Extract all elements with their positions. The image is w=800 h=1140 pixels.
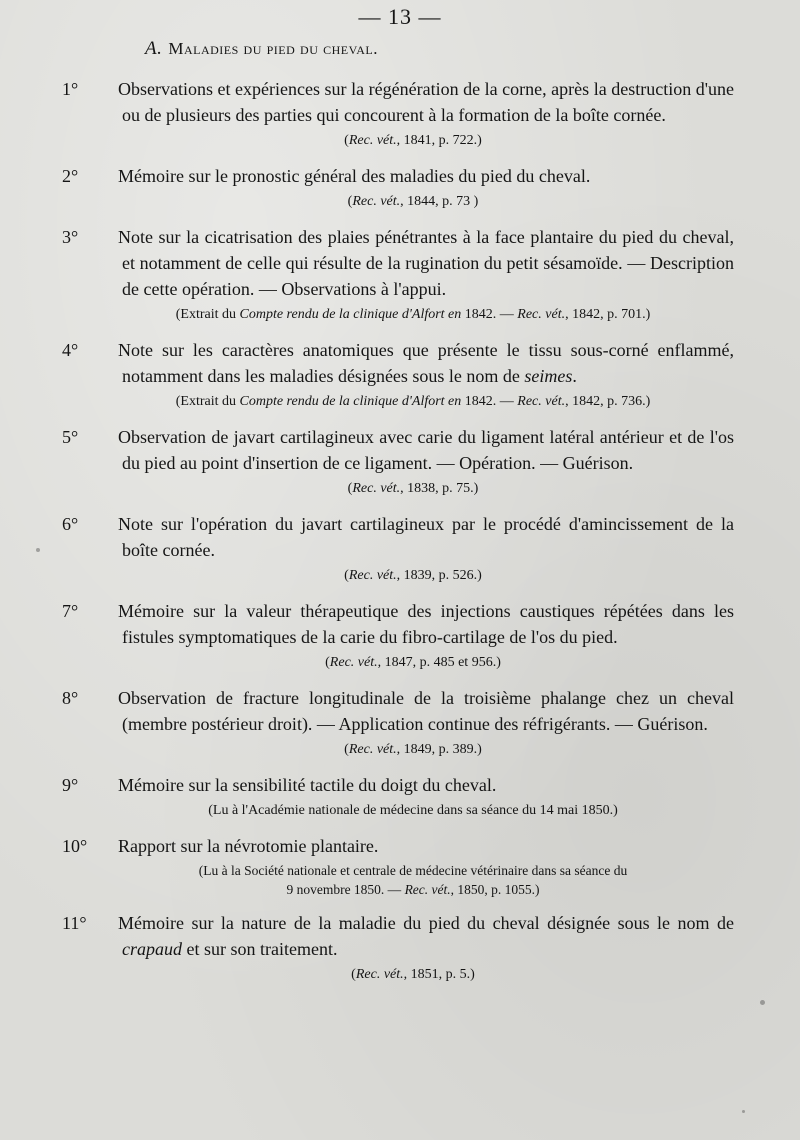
entry-body: Observations et expériences sur la régénération de la corne, après la destruction d'une ou de plusieurs des parties qui concourent à la formation de la boîte cornée.: [118, 79, 734, 125]
section-title: Maladies du pied du cheval.: [168, 39, 378, 58]
ref-detail: , 1841, p. 722.): [396, 133, 482, 148]
paper-speck: [742, 1110, 745, 1113]
entry-number: 1°: [62, 79, 79, 99]
ref-open: (: [344, 133, 349, 148]
paper-speck: [36, 548, 40, 552]
entry-reference: [92, 130, 734, 152]
entry-reference: [92, 304, 734, 326]
section-letter: A.: [145, 38, 163, 59]
entry-reference: [92, 191, 734, 213]
ref-detail: , 1847, p. 485 et 956.): [377, 655, 501, 670]
entry-reference: [92, 652, 734, 674]
entry-text: [62, 424, 734, 476]
entry-number: 7°: [62, 601, 79, 621]
page-number: — 13 —: [358, 4, 442, 29]
ref-mid: 1842. —: [461, 307, 518, 322]
entry-body: Mémoire sur la sensibilité tactile du doigt du cheval.: [118, 775, 497, 795]
entry-body: Mémoire sur la nature de la maladie du pied du cheval désignée sous le nom de: [118, 913, 734, 933]
entry-text: [62, 598, 734, 650]
ref-source: Rec. vét.: [517, 394, 566, 409]
ref-open: (: [347, 481, 353, 496]
entry-reference: (Lu à l'Académie nationale de médecine dans sa séance du 14 mai 1850.): [208, 803, 618, 818]
entry-number: 2°: [62, 166, 79, 186]
ref-open: (Extrait du: [175, 307, 240, 322]
entry-text: [62, 76, 734, 128]
ref-detail: , 1844, p. 73 ): [400, 194, 479, 209]
ref-source: Compte rendu de la clinique d'Alfort en: [239, 307, 462, 322]
entry-reference: [92, 478, 734, 500]
entry-number: 5°: [62, 427, 79, 447]
entry-8: [62, 685, 734, 761]
ref-source: Rec. vét.: [352, 481, 401, 496]
ref-detail: , 1851, p. 5.): [403, 967, 475, 982]
ref-source: Rec. vét.: [348, 568, 397, 583]
entry-text: [62, 772, 734, 798]
ref-open: (Extrait du: [175, 394, 240, 409]
ref-source: Rec. vét.: [348, 742, 397, 757]
entry-text: [62, 833, 734, 859]
ref-source: Rec. vét.: [329, 655, 378, 670]
ref-line-1: (Lu à la Société nationale et centrale de médecine vétérinaire dans sa séance du: [198, 863, 628, 878]
ref-detail: , 1850, p. 1055.): [450, 882, 540, 897]
entry-1: [62, 76, 734, 152]
entry-body: Note sur l'opération du javart cartilagineux par le procédé d'amincissement de la boîte cornée.: [118, 514, 734, 560]
entry-3: [62, 224, 734, 326]
section-heading: [145, 38, 378, 60]
entry-6: [62, 511, 734, 587]
ref-open: (: [351, 967, 356, 982]
ref-source: Rec. vét.: [348, 133, 397, 148]
ref-open: (: [347, 194, 353, 209]
entry-body: Observation de javart cartilagineux avec carie du ligament latéral antérieur et de l'os du pied au point d'insertion de ce ligament. — Opération. — Guérison.: [118, 427, 734, 473]
entry-body: Mémoire sur la valeur thérapeutique des injections caustiques répétées dans les fistules symptomatiques de la carie du fibro-cartilage de l'os du pied.: [118, 601, 734, 647]
entry-reference: [92, 565, 734, 587]
ref-open: 9 novembre 1850. —: [286, 882, 405, 897]
entry-reference: [92, 964, 734, 986]
ref-open: (: [344, 742, 349, 757]
entry-reference: [92, 739, 734, 761]
entry-text: [62, 224, 734, 302]
entry-number: 9°: [62, 775, 79, 795]
entry-number: 10°: [62, 836, 88, 856]
entry-text: [62, 163, 734, 189]
ref-source: Rec. vét.: [355, 967, 404, 982]
entry-number: 11°: [62, 913, 87, 933]
ref-mid: 1842. —: [461, 394, 518, 409]
entry-body: Mémoire sur le pronostic général des maladies du pied du cheval.: [118, 166, 591, 186]
ref-open: (: [325, 655, 330, 670]
ref-line-2: [92, 880, 734, 899]
entry-body: Note sur les caractères anatomiques que présente le tissu sous-corné enflammé, notamment dans les maladies désignées sous le nom de: [118, 340, 734, 386]
entry-9: [62, 772, 734, 822]
entry-11: [62, 910, 734, 986]
entry-reference: [92, 861, 734, 899]
entry-4: [62, 337, 734, 413]
entry-body: Note sur la cicatrisation des plaies pénétrantes à la face plantaire du pied du cheval, et notamment de celle qui résulte de la rugination du petit sésamoïde. — Description de cette opération. — Observations à l'appui.: [118, 227, 734, 299]
entry-text: [62, 511, 734, 563]
entry-number: 4°: [62, 340, 79, 360]
ref-source: Rec. vét.: [404, 882, 451, 897]
entry-body-end: .: [572, 366, 577, 386]
entry-5: [62, 424, 734, 500]
ref-detail: , 1838, p. 75.): [400, 481, 479, 496]
entry-number: 6°: [62, 514, 79, 534]
entry-2: [62, 163, 734, 213]
entry-number: 8°: [62, 688, 79, 708]
ref-source: Rec. vét.: [517, 307, 566, 322]
entry-text: [62, 337, 734, 389]
entry-body: Observation de fracture longitudinale de la troisième phalange chez un cheval (membre postérieur droit). — Application continue des réfrigérants. — Guérison.: [118, 688, 734, 734]
entry-text: [62, 685, 734, 737]
entry-10: [62, 833, 734, 899]
ref-source: Rec. vét.: [352, 194, 401, 209]
paper-speck: [760, 1000, 765, 1005]
ref-detail: , 1842, p. 736.): [565, 394, 651, 409]
entry-reference: [92, 391, 734, 413]
entry-body-italic: seimes: [524, 366, 573, 386]
ref-open: (: [344, 568, 349, 583]
entry-body: Rapport sur la névrotomie plantaire.: [118, 836, 379, 856]
entry-number: 3°: [62, 227, 79, 247]
entry-list: [62, 76, 734, 997]
ref-source: Compte rendu de la clinique d'Alfort en: [239, 394, 462, 409]
entry-7: [62, 598, 734, 674]
ref-detail: , 1849, p. 389.): [396, 742, 482, 757]
entry-text: [62, 910, 734, 962]
ref-detail: , 1842, p. 701.): [565, 307, 651, 322]
entry-body-italic: crapaud: [122, 939, 182, 959]
ref-detail: , 1839, p. 526.): [396, 568, 482, 583]
entry-body-end: et sur son traitement.: [182, 939, 338, 959]
